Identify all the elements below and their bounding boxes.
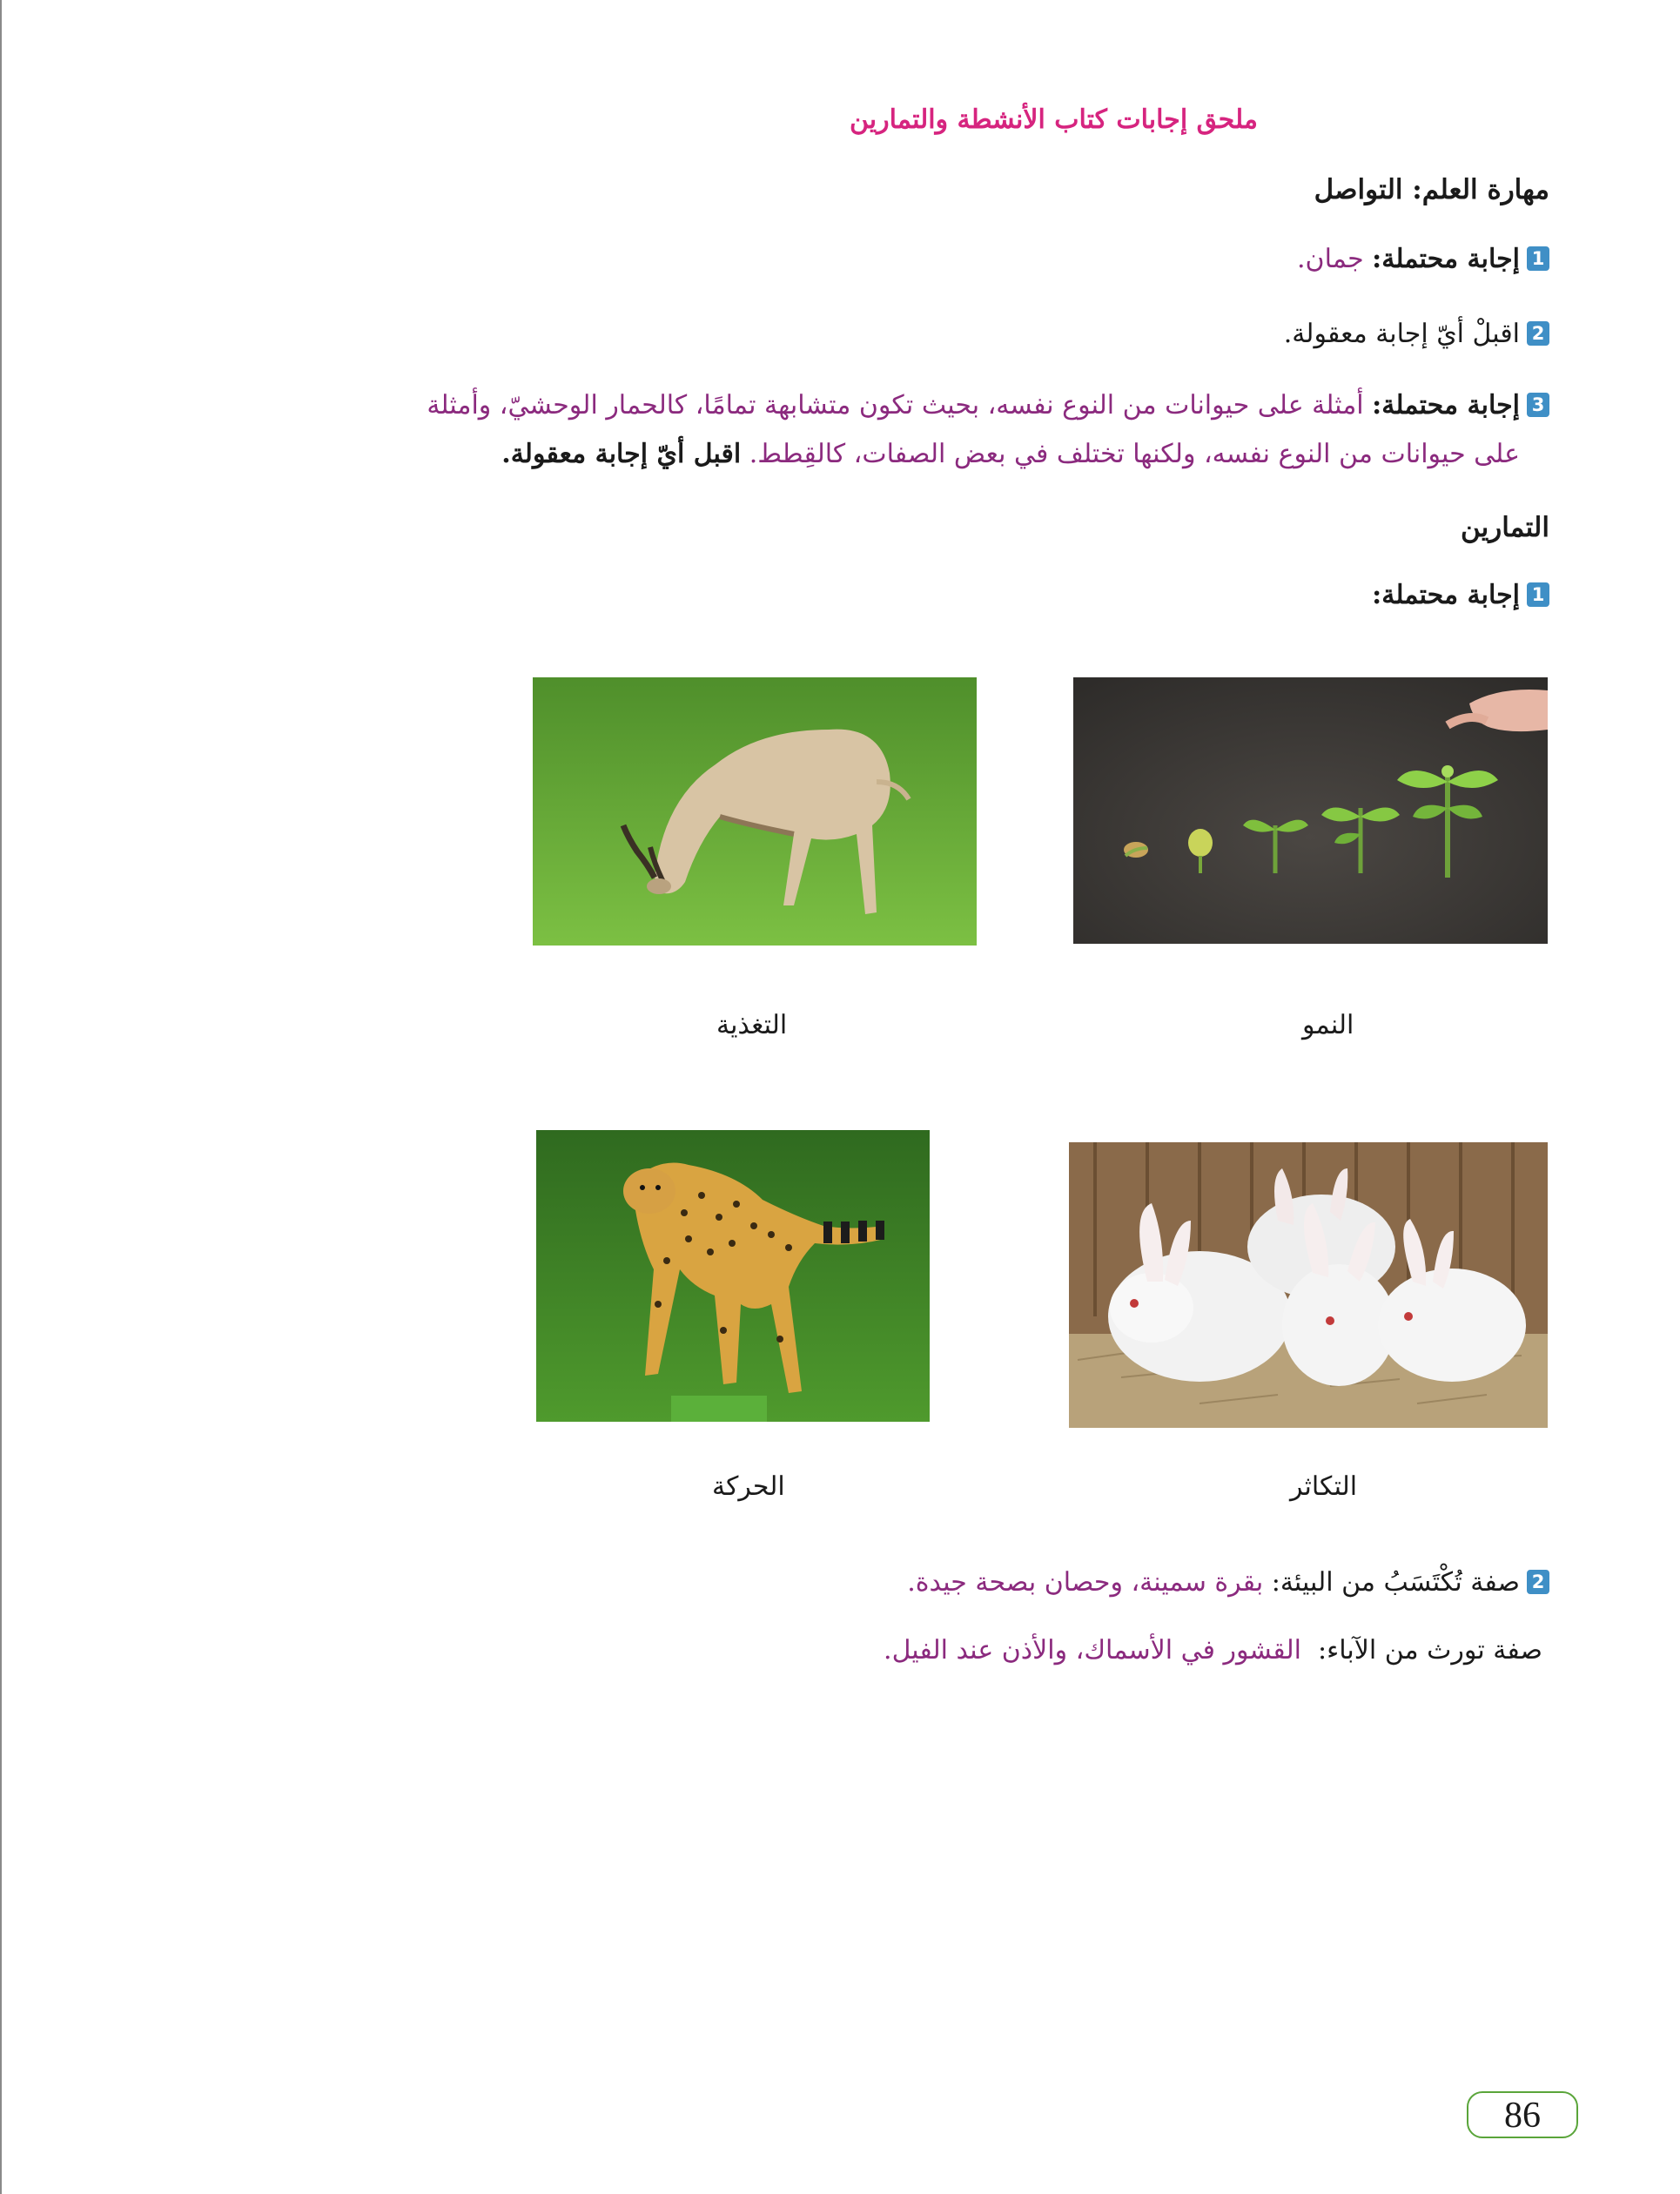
exercise-item-1 [1372,573,1549,618]
plant-growth-photo [1073,677,1548,944]
answer-text: اقبلْ أيّ إجابة معقولة. [1283,319,1520,349]
answer-item-3-line-2 [501,432,1520,477]
photo-caption-reproduction: التكاثر [1290,1471,1358,1502]
answer-label: إجابة محتملة: [1372,244,1520,274]
grazing-deer-illustration [533,677,977,946]
item-number-badge: 1 [1527,246,1549,271]
item-number-badge: 2 [1527,321,1549,346]
answer-label: إجابة محتملة: [1372,580,1520,610]
trait-answer-inherited: القشور في الأسماك، والأذن عند الفيل. [884,1635,1301,1666]
running-cheetah-illustration [536,1130,930,1422]
section-heading-science-skill: مهارة العلم: التواصل [1314,174,1549,205]
item-number-badge: 3 [1527,393,1549,417]
answer-text: جمان. [1297,244,1364,274]
running-cheetah-photo [536,1130,930,1422]
answer-item-1 [1297,237,1549,282]
answer-text: على حيوانات من النوع نفسه، ولكنها تختلف في بعض الصفات، كالقِطط. [749,439,1520,469]
page-title: ملحق إجابات كتاب الأنشطة والتمارين [849,104,1258,135]
trait-label-acquired: صفة تُكْتَسَبُ من البيئة: [1271,1567,1520,1598]
page-number: 86 [1467,2091,1578,2138]
answer-label: إجابة محتملة: [1372,390,1520,421]
rabbits-illustration [1069,1142,1548,1428]
exercise-item-2-line-1 [907,1560,1549,1605]
answer-text: أمثلة على حيوانات من النوع نفسه، بحيث تكون متشابهة تمامًا، كالحمار الوحشيّ، وأمثلة [427,390,1364,421]
grazing-deer-photo [533,677,977,946]
section-heading-exercises: التمارين [1461,512,1549,543]
photo-caption-growth: النمو [1302,1010,1354,1040]
page-edge-rule [0,0,2,2194]
photo-caption-feeding: التغذية [716,1010,788,1040]
answer-item-3-line-1 [427,383,1549,428]
exercise-item-2-line-2 [884,1628,1542,1673]
answer-item-2 [1284,312,1549,357]
rabbits-photo [1069,1142,1548,1428]
plant-growth-illustration [1073,677,1548,944]
trait-label-inherited: صفة تورث من الآباء: [1318,1635,1542,1666]
photo-caption-movement: الحركة [712,1471,785,1502]
item-number-badge: 2 [1527,1570,1549,1594]
trait-answer-acquired: بقرة سمينة، وحصان بصحة جيدة. [907,1567,1264,1598]
item-number-badge: 1 [1527,582,1549,607]
answer-note: اقبل أيّ إجابة معقولة. [501,439,742,469]
